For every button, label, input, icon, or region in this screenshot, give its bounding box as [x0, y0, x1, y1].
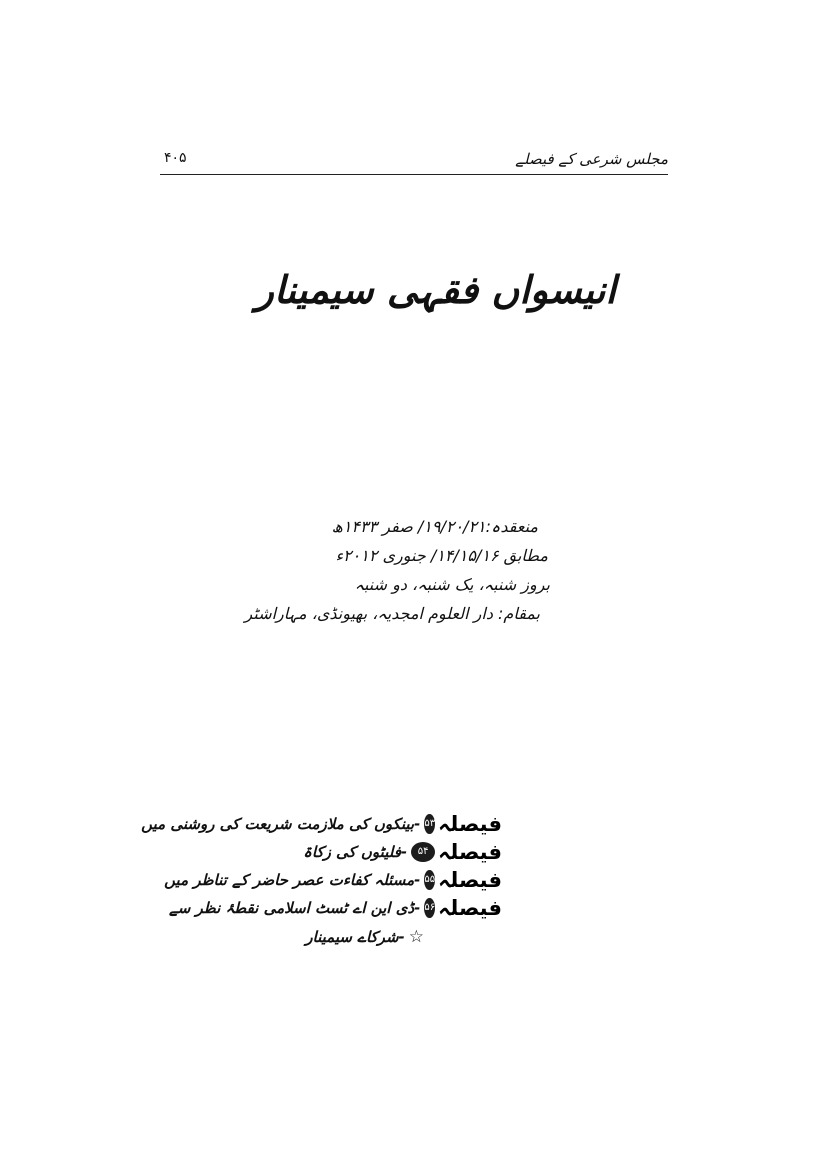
decision-topic: -ڈی این اے ٹسٹ اسلامی نقطۂ نظر سے [168, 899, 421, 917]
decisions-list [141, 810, 502, 952]
decision-label: فیصلہ [438, 868, 502, 892]
header-rule [160, 174, 668, 175]
participants-item [180, 922, 502, 952]
decision-item [164, 866, 502, 894]
decision-item [180, 838, 502, 866]
seminar-title: انیسواں فقہی سیمینار [255, 268, 616, 312]
decision-label: فیصلہ [438, 840, 502, 864]
decision-topic: -فلیٹوں کی زکاۃ [303, 843, 408, 861]
decision-label: فیصلہ [438, 812, 502, 836]
decision-number-badge: ۵۶ [424, 898, 435, 918]
venue: بمقام: دار العلوم امجدیہ، بھیونڈی، مہاراشٹر [244, 604, 540, 623]
decision-number-badge: ۵۴ [411, 842, 435, 862]
star-icon: ☆ [408, 927, 424, 947]
decision-number-badge: ۵۳ [424, 814, 435, 834]
participants-label: -شرکاے سیمینار [305, 928, 405, 946]
page-number: ۴۰۵ [164, 150, 187, 166]
running-header [160, 150, 668, 180]
decision-item [141, 810, 502, 838]
decision-topic: -مسئلہ کفاءت عصر حاضر کے تناظر میں [164, 871, 421, 889]
seminar-details [244, 512, 550, 628]
decision-number-badge: ۵۵ [424, 870, 435, 890]
decision-label: فیصلہ [438, 896, 502, 920]
held-days: بروز شنبہ، یک شنبہ، دو شنبہ [354, 575, 550, 594]
book-title: مجلس شرعی کے فیصلے [515, 150, 668, 168]
decision-item [168, 894, 502, 922]
held-dates-hijri: منعقدہ:۱۹/۲۰/۲۱/ صفر ۱۴۳۳ھ [331, 517, 538, 536]
held-dates-gregorian: مطابق ۱۴/۱۵/۱۶/ جنوری ۲۰۱۲ء [335, 546, 548, 565]
decision-topic: -بینکوں کی ملازمت شریعت کی روشنی میں [141, 815, 421, 833]
